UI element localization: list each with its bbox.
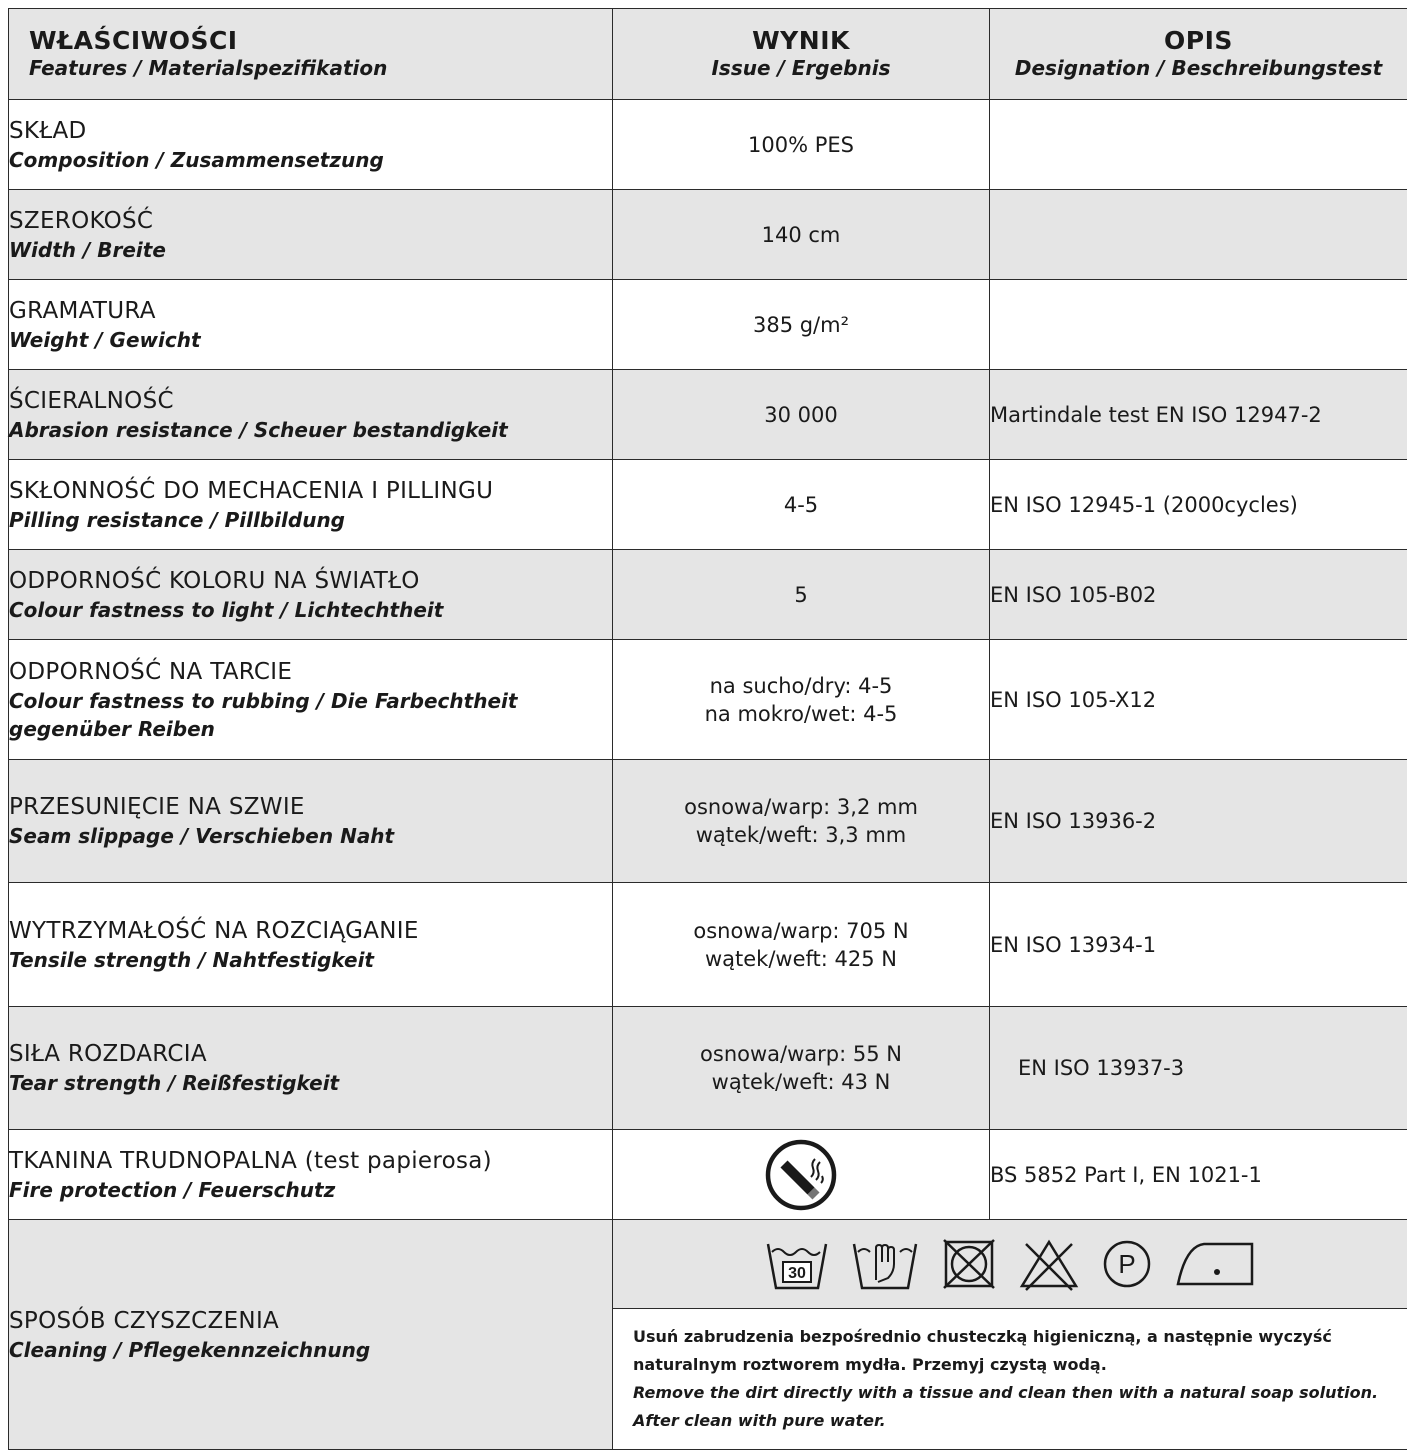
property-translation: Pilling resistance / Pillbildung	[9, 506, 612, 534]
table-row	[9, 1130, 1407, 1220]
professional-clean-p-icon	[1100, 1236, 1154, 1292]
cigarette-test-icon	[761, 1135, 841, 1215]
designation-cell	[990, 190, 1407, 280]
header-result	[613, 9, 990, 100]
care-symbols-cell	[613, 1220, 1407, 1309]
property-translation: Abrasion resistance / Scheuer bestandigkeit	[9, 416, 612, 444]
result-cell	[613, 883, 990, 1007]
property-name: ODPORNOŚĆ KOLORU NA ŚWIATŁO	[9, 566, 612, 596]
property-name: WYTRZYMAŁOŚĆ NA ROZCIĄGANIE	[9, 916, 612, 946]
cleaning-note	[613, 1309, 1407, 1449]
result-cell	[613, 1130, 990, 1220]
designation-cell	[990, 280, 1407, 370]
pro-clean-letter: P	[1118, 1249, 1135, 1279]
property-translation: Width / Breite	[9, 236, 612, 264]
designation-cell: EN ISO 13936-2	[990, 760, 1407, 883]
result-value: 30 000	[613, 401, 989, 429]
cleaning-row	[9, 1220, 1407, 1309]
property-translation: Weight / Gewicht	[9, 326, 612, 354]
result-value: 4-5	[613, 491, 989, 519]
property-translation: Colour fastness to rubbing / Die Farbechtheit gegenüber Reiben	[9, 687, 612, 743]
result-value: 100% PES	[613, 131, 989, 159]
property-cell	[9, 190, 613, 280]
result-value: wątek/weft: 425 N	[613, 945, 989, 973]
property-cell	[9, 370, 613, 460]
property-cell	[9, 100, 613, 190]
specification-table	[8, 8, 1407, 1450]
table-row	[9, 460, 1407, 550]
property-name: SKŁAD	[9, 116, 612, 146]
designation-cell: EN ISO 12945-1 (2000cycles)	[990, 460, 1407, 550]
property-name: SKŁONNOŚĆ DO MECHACENIA I PILLINGU	[9, 476, 612, 506]
header-row	[9, 9, 1407, 100]
table-row	[9, 190, 1407, 280]
header-features	[9, 9, 613, 100]
property-name: ODPORNOŚĆ NA TARCIE	[9, 657, 612, 687]
result-value: wątek/weft: 3,3 mm	[613, 821, 989, 849]
property-translation: Composition / Zusammensetzung	[9, 146, 612, 174]
table-row	[9, 100, 1407, 190]
wash-30-icon	[764, 1236, 830, 1292]
property-cell	[9, 1007, 613, 1130]
iron-low-icon	[1174, 1236, 1256, 1292]
property-cell	[9, 550, 613, 640]
result-cell	[613, 190, 990, 280]
designation-cell	[990, 100, 1407, 190]
designation-cell: BS 5852 Part I, EN 1021-1	[990, 1130, 1407, 1220]
header-designation-title: OPIS	[990, 27, 1407, 55]
table-row	[9, 370, 1407, 460]
property-name: GRAMATURA	[9, 296, 612, 326]
no-tumble-dry-icon	[940, 1236, 998, 1292]
result-cell	[613, 460, 990, 550]
property-name: SIŁA ROZDARCIA	[9, 1039, 612, 1069]
result-cell	[613, 370, 990, 460]
property-name: PRZESUNIĘCIE NA SZWIE	[9, 792, 612, 822]
property-translation: Tensile strength / Nahtfestigkeit	[9, 946, 612, 974]
property-cell	[9, 883, 613, 1007]
header-result-title: WYNIK	[613, 27, 989, 55]
result-value: na sucho/dry: 4-5	[613, 672, 989, 700]
result-cell	[613, 640, 990, 760]
cleaning-note-pl: Usuń zabrudzenia bezpośrednio chusteczką higieniczną, a następnie wyczyść naturalnym roztworem mydła. Przemyj czystą wodą.	[633, 1323, 1387, 1379]
result-value: osnowa/warp: 3,2 mm	[613, 793, 989, 821]
care-symbols	[613, 1220, 1407, 1308]
property-cell	[9, 640, 613, 760]
result-cell	[613, 100, 990, 190]
property-name: SZEROKOŚĆ	[9, 206, 612, 236]
result-cell	[613, 550, 990, 640]
cleaning-title: SPOSÓB CZYSZCZENIA	[9, 1306, 612, 1336]
table-row	[9, 883, 1407, 1007]
result-value: 5	[613, 581, 989, 609]
result-cell	[613, 1007, 990, 1130]
property-name: TKANINA TRUDNOPALNA (test papierosa)	[9, 1146, 612, 1176]
table-row	[9, 1007, 1407, 1130]
table-row	[9, 760, 1407, 883]
header-features-title: WŁAŚCIWOŚCI	[29, 27, 612, 55]
property-cell	[9, 280, 613, 370]
designation-cell: EN ISO 13934-1	[990, 883, 1407, 1007]
hand-wash-icon	[850, 1236, 920, 1292]
result-cell	[613, 760, 990, 883]
result-cell	[613, 280, 990, 370]
header-features-sub: Features / Materialspezifikation	[29, 55, 612, 81]
property-translation: Seam slippage / Verschieben Naht	[9, 822, 612, 850]
designation-cell: EN ISO 13937-3	[990, 1007, 1407, 1130]
designation-cell: Martindale test EN ISO 12947-2	[990, 370, 1407, 460]
header-designation	[990, 9, 1407, 100]
cleaning-note-en: Remove the dirt directly with a tissue and clean then with a natural soap solution. After clean with pure water.	[633, 1379, 1387, 1435]
designation-cell: EN ISO 105-B02	[990, 550, 1407, 640]
designation-cell: EN ISO 105-X12	[990, 640, 1407, 760]
table-row	[9, 550, 1407, 640]
property-cell	[9, 460, 613, 550]
result-value: 140 cm	[613, 221, 989, 249]
result-value: osnowa/warp: 705 N	[613, 917, 989, 945]
property-cell	[9, 1130, 613, 1220]
property-name: ŚCIERALNOŚĆ	[9, 386, 612, 416]
property-translation: Colour fastness to light / Lichtechtheit	[9, 596, 612, 624]
header-result-sub: Issue / Ergebnis	[613, 55, 989, 81]
table-row	[9, 640, 1407, 760]
table-row	[9, 280, 1407, 370]
result-value: 385 g/m²	[613, 311, 989, 339]
cleaning-property-cell	[9, 1220, 613, 1450]
property-translation: Tear strength / Reißfestigkeit	[9, 1069, 612, 1097]
cleaning-translation: Cleaning / Pflegekennzeichnung	[9, 1336, 612, 1364]
cleaning-note-cell	[613, 1309, 1407, 1450]
wash-temp-label: 30	[788, 1265, 806, 1282]
result-value: wątek/weft: 43 N	[613, 1068, 989, 1096]
result-value: osnowa/warp: 55 N	[613, 1040, 989, 1068]
header-designation-sub: Designation / Beschreibungstest	[990, 55, 1407, 81]
no-bleach-icon	[1018, 1236, 1080, 1292]
property-translation: Fire protection / Feuerschutz	[9, 1176, 612, 1204]
result-value: na mokro/wet: 4-5	[613, 700, 989, 728]
property-cell	[9, 760, 613, 883]
